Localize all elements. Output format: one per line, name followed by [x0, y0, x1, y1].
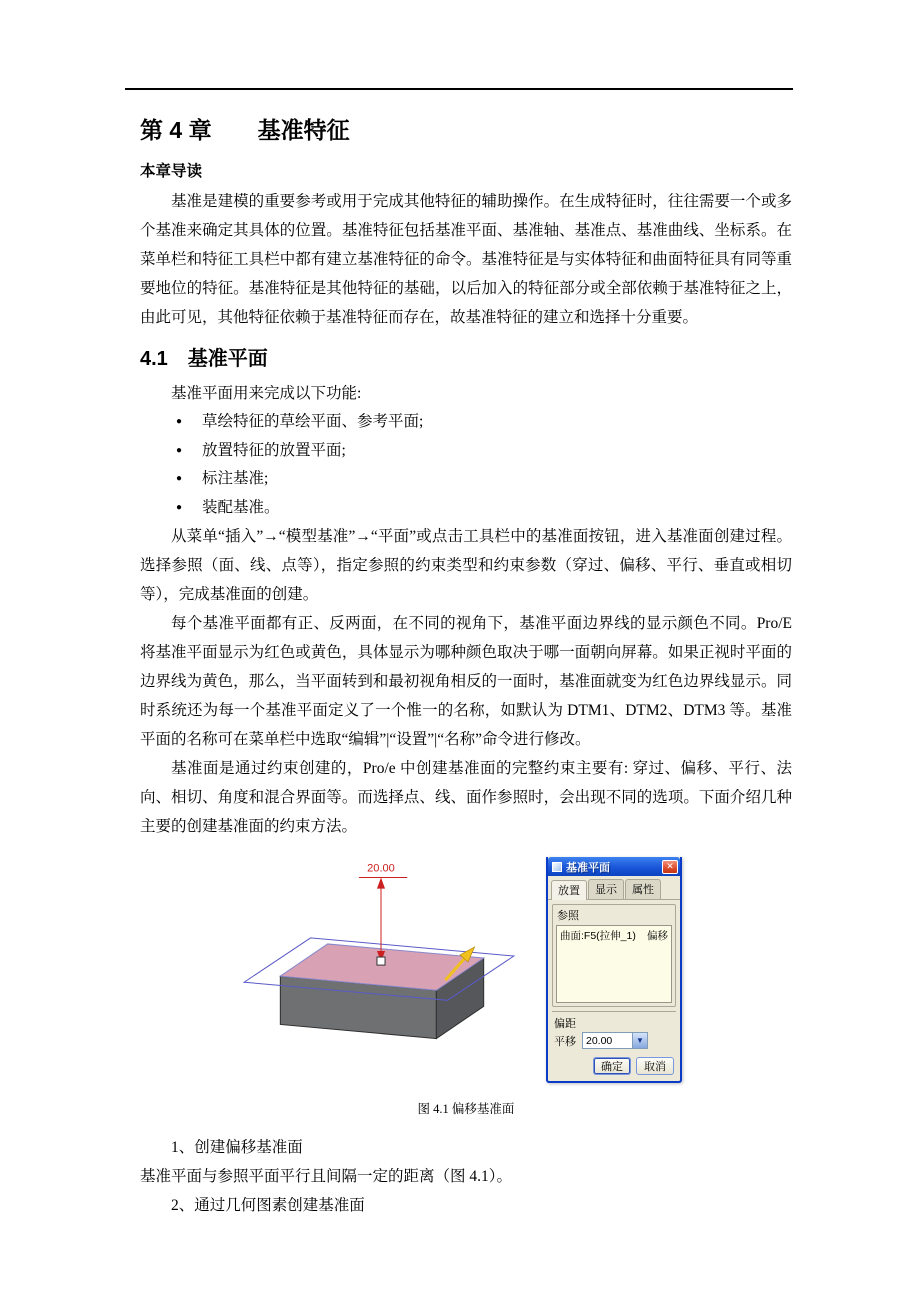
ok-button[interactable]: 确定: [593, 1057, 631, 1075]
reference-item[interactable]: 曲面:F5(拉伸_1): [560, 930, 636, 942]
chapter-title: 第 4 章 基准特征: [140, 117, 350, 143]
datum-plane-dialog: [546, 857, 682, 1083]
tab-properties[interactable]: 属性: [625, 879, 661, 899]
dialog-titlebar[interactable]: [548, 857, 680, 876]
bullet-icon: ●: [176, 416, 183, 427]
bullet-icon: ●: [176, 501, 183, 513]
item-1-description: 基准平面与参照平面平行且间隔一定的距离（图 4.1）。: [140, 1168, 513, 1185]
bullet-icon: ●: [176, 444, 183, 456]
list-item: [176, 494, 792, 523]
list-item: [176, 465, 792, 494]
paragraph-intro: 基准是建模的重要参考或用于完成其他特征的辅助操作。在生成特征时，往往需要一个或多个基准来确定其具体的位置。基准特征包括基准平面、基准轴、基准点、基准曲线、坐标系。在菜单栏和特征工具栏中都有建立基准特征的命令。基准特征是与实体特征和曲面特征具有同等重要地位的特征。基准特征是其他特征的基础，以后加入的特征部分或全部依赖于基准特征之上，由此可见，其他特征依赖于基准特征而存在，故基准特征的建立和选择十分重要。: [140, 193, 792, 326]
figure-4-1: [120, 857, 792, 1083]
header-rule: [125, 88, 793, 90]
dialog-icon: [552, 862, 562, 872]
dialog-buttons: [548, 1053, 680, 1081]
paragraph-plane-colors: 每个基准平面都有正、反两面，在不同的视角下，基准平面边界线的显示颜色不同。Pro/E 将基准平面显示为红色或黄色，具体显示为哪种颜色取决于哪一面朝向屏幕。如果正视时平面的边界线为黄色，那么，当平面转到和最初视角相反的一面时，基准面就变为红色边界线显示。同时系统还为每一个基准平面定义了一个惟一的名称，如默认为 DTM1、DTM2、DTM3 等。基准平面的名称可在菜单栏中选取“编辑”|“设置”|“名称”命令进行修改。: [140, 615, 792, 748]
list-item-label: 标注基准;: [202, 470, 269, 487]
offset-group-label: 偏距: [554, 1018, 576, 1030]
bullet-icon: ●: [176, 473, 183, 484]
dimension-arrow-up: [377, 878, 385, 889]
references-group: [552, 904, 676, 1007]
section-heading: 4.1 基准平面: [140, 348, 268, 370]
reference-list[interactable]: [556, 925, 672, 1003]
item-1-heading: 1、创建偏移基准面: [171, 1139, 303, 1156]
offset-type-label: 平移: [554, 1035, 576, 1048]
dialog-tabs: [548, 876, 680, 900]
list-item: [176, 408, 792, 437]
dialog-title: 基准平面: [566, 861, 610, 874]
page-content: [140, 102, 792, 1220]
list-item: [176, 437, 792, 466]
list-item-label: 放置特征的放置平面;: [202, 441, 346, 459]
cancel-button[interactable]: 取消: [636, 1057, 674, 1075]
functions-intro: 基准平面用来完成以下功能:: [171, 385, 362, 402]
dimension-label[interactable]: 20.00: [367, 862, 395, 875]
intro-heading: 本章导读: [140, 163, 203, 180]
paragraph-constraints: 基准面是通过约束创建的，Pro/e 中创建基准面的完整约束主要有: 穿过、偏移、平行、法向、相切、角度和混合界面等。而选择点、线、面作参照时，会出现不同的选项。下面介绍几种主要的创建基准面的约束方法。: [140, 760, 792, 835]
paragraph-menu-path: 从菜单“插入”→“模型基准”→“平面”或点击工具栏中的基准面按钮，进入基准面创建过程。选择参照（面、线、点等），指定参照的约束类型和约束参数（穿过、偏移、平行、垂直或相切等），完成基准面的创建。: [140, 528, 792, 603]
drag-handle[interactable]: [377, 957, 385, 965]
model-3d-view: [230, 857, 532, 1049]
item-2-heading: 2、通过几何图素创建基准面: [171, 1197, 365, 1214]
list-item-label: 装配基准。: [202, 498, 280, 516]
model-3d-svg: [230, 857, 532, 1049]
tab-display[interactable]: 显示: [588, 879, 624, 899]
list-item-label: 草绘特征的草绘平面、参考平面;: [202, 413, 424, 430]
offset-row: [554, 1032, 674, 1049]
offset-value[interactable]: 20.00: [586, 1034, 613, 1047]
reference-constraint[interactable]: 偏移: [647, 930, 668, 942]
references-group-label: 参照: [557, 910, 579, 922]
offset-value-combo[interactable]: [582, 1032, 648, 1049]
tab-placement[interactable]: 放置: [551, 880, 587, 900]
close-icon[interactable]: ✕: [662, 860, 678, 874]
function-list: [176, 408, 792, 522]
group-divider: [552, 1011, 676, 1012]
figure-caption: 图 4.1 偏移基准面: [417, 1102, 515, 1116]
chevron-down-icon[interactable]: ▼: [632, 1033, 647, 1048]
